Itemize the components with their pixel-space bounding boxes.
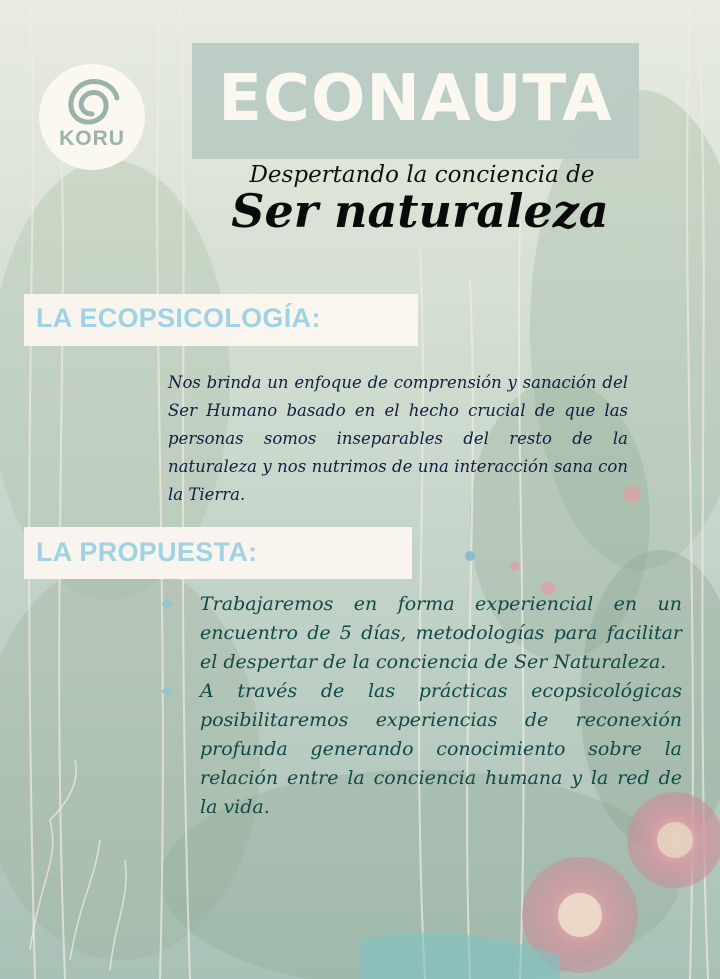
bullet-text: Trabajaremos en forma experiencial en un encuentro de 5 días, metodologías para facilitar el despertar de la conciencia de Ser Naturaleza.: [200, 593, 682, 673]
koru-logo: [38, 62, 146, 172]
logo-wordmark: KORU: [59, 127, 125, 150]
tagline: Ser naturaleza: [231, 184, 609, 238]
propuesta-bullet-list: [160, 590, 682, 822]
subtitle: Despertando la conciencia de: [249, 162, 595, 188]
diamond-bullet-icon: ❖: [160, 595, 175, 614]
list-item: [160, 590, 682, 677]
ecopsicologia-paragraph: Nos brinda un enfoque de comprensión y sanación del Ser Humano basado en el hecho crucial de que las personas somos inseparables del resto de la naturaleza y nos nutrimos de una interacción sana con la Tierra.: [168, 373, 628, 504]
heading-propuesta: LA PROPUESTA:: [36, 537, 258, 567]
page-title: ECONAUTA: [218, 62, 613, 136]
list-item: [160, 677, 682, 822]
diamond-bullet-icon: ❖: [160, 682, 175, 701]
bullet-text: A través de las prácticas ecopsicológicas posibilitaremos experiencias de reconexión profunda generando conocimiento sobre la relación entre la conciencia humana y la red de la vida.: [200, 680, 682, 818]
heading-ecopsicologia: LA ECOPSICOLOGÍA:: [36, 303, 321, 333]
